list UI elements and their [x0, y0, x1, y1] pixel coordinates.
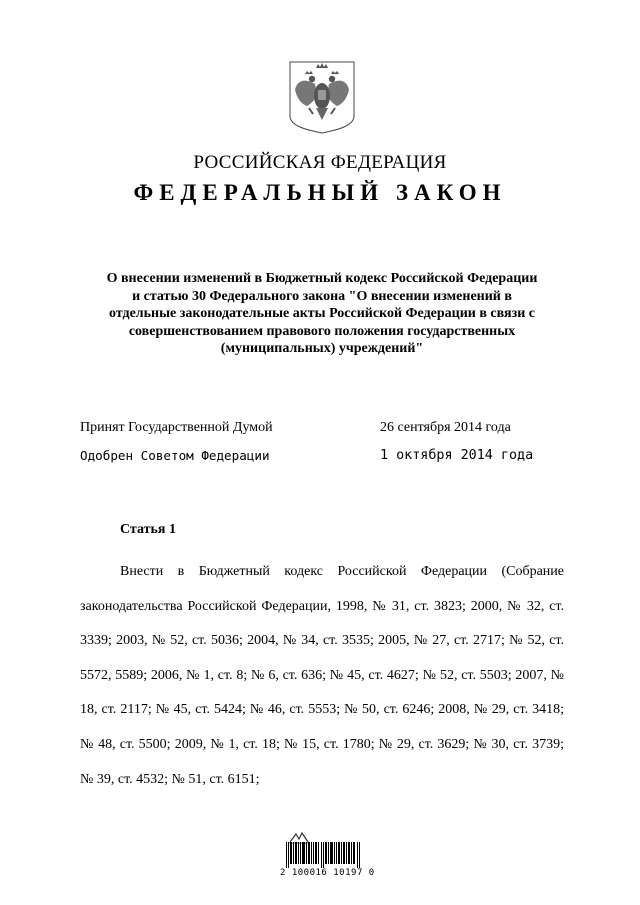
law-title-line: и статью 30 Федерального закона "О внесении изменений в — [132, 288, 512, 304]
barcode-icon — [286, 842, 362, 868]
law-title — [80, 270, 564, 358]
law-title-line: (муниципальных) учреждений" — [220, 341, 424, 357]
article-heading: Статья 1 — [120, 522, 176, 537]
coat-of-arms-emblem — [287, 60, 357, 134]
barcode — [286, 842, 362, 868]
adoption-council-label: Одобрен Советом Федерации — [80, 448, 270, 463]
adoption-council-date: 1 октября 2014 года — [380, 448, 534, 463]
country-name: РОССИЙСКАЯ ФЕДЕРАЦИЯ — [193, 152, 447, 173]
law-title-line: О внесении изменений в Бюджетный кодекс Российской Федерации — [106, 271, 538, 286]
adoption-duma-date: 26 сентября 2014 года — [380, 420, 511, 435]
barcode-number: 2 100016 10197 0 — [280, 868, 375, 878]
russian-coat-of-arms-icon — [287, 60, 357, 134]
article-body-text: Внести в Бюджетный кодекс Российской Федерации (Собрание законодательства Российской Федерации, 1998, № 31, ст. 3823; 2000, № 32, ст. 3339; 2003, № 52, ст. 5036; 2004, № 34, ст. 3535; 2005, № 27, ст. 2717; № 52, ст. 5572, 5589; 2006, № 1, ст. 8; № 6, ст. 636; № 45, ст. 4627; № 52, ст. 5503; 2007, № 18, ст. 2117; № 45, ст. 5424; № 46, ст. 5553; № 50, ст. 6246; 2008, № 29, ст. 3418; № 48, ст. 5500; 2009, № 1, ст. 18; № 15, ст. 1780; № 29, ст. 3629; № 30, ст. 3739; № 39, ст. 4532; № 51, ст. 6151; — [80, 564, 564, 787]
document-type: ФЕДЕРАЛЬНЫЙ ЗАКОН — [133, 180, 507, 205]
law-title-line: совершенствованием правового положения государственных — [128, 323, 516, 339]
adoption-duma-label: Принят Государственной Думой — [80, 420, 273, 435]
law-title-line: отдельные законодательные акты Российской Федерации в связи с — [109, 306, 535, 322]
